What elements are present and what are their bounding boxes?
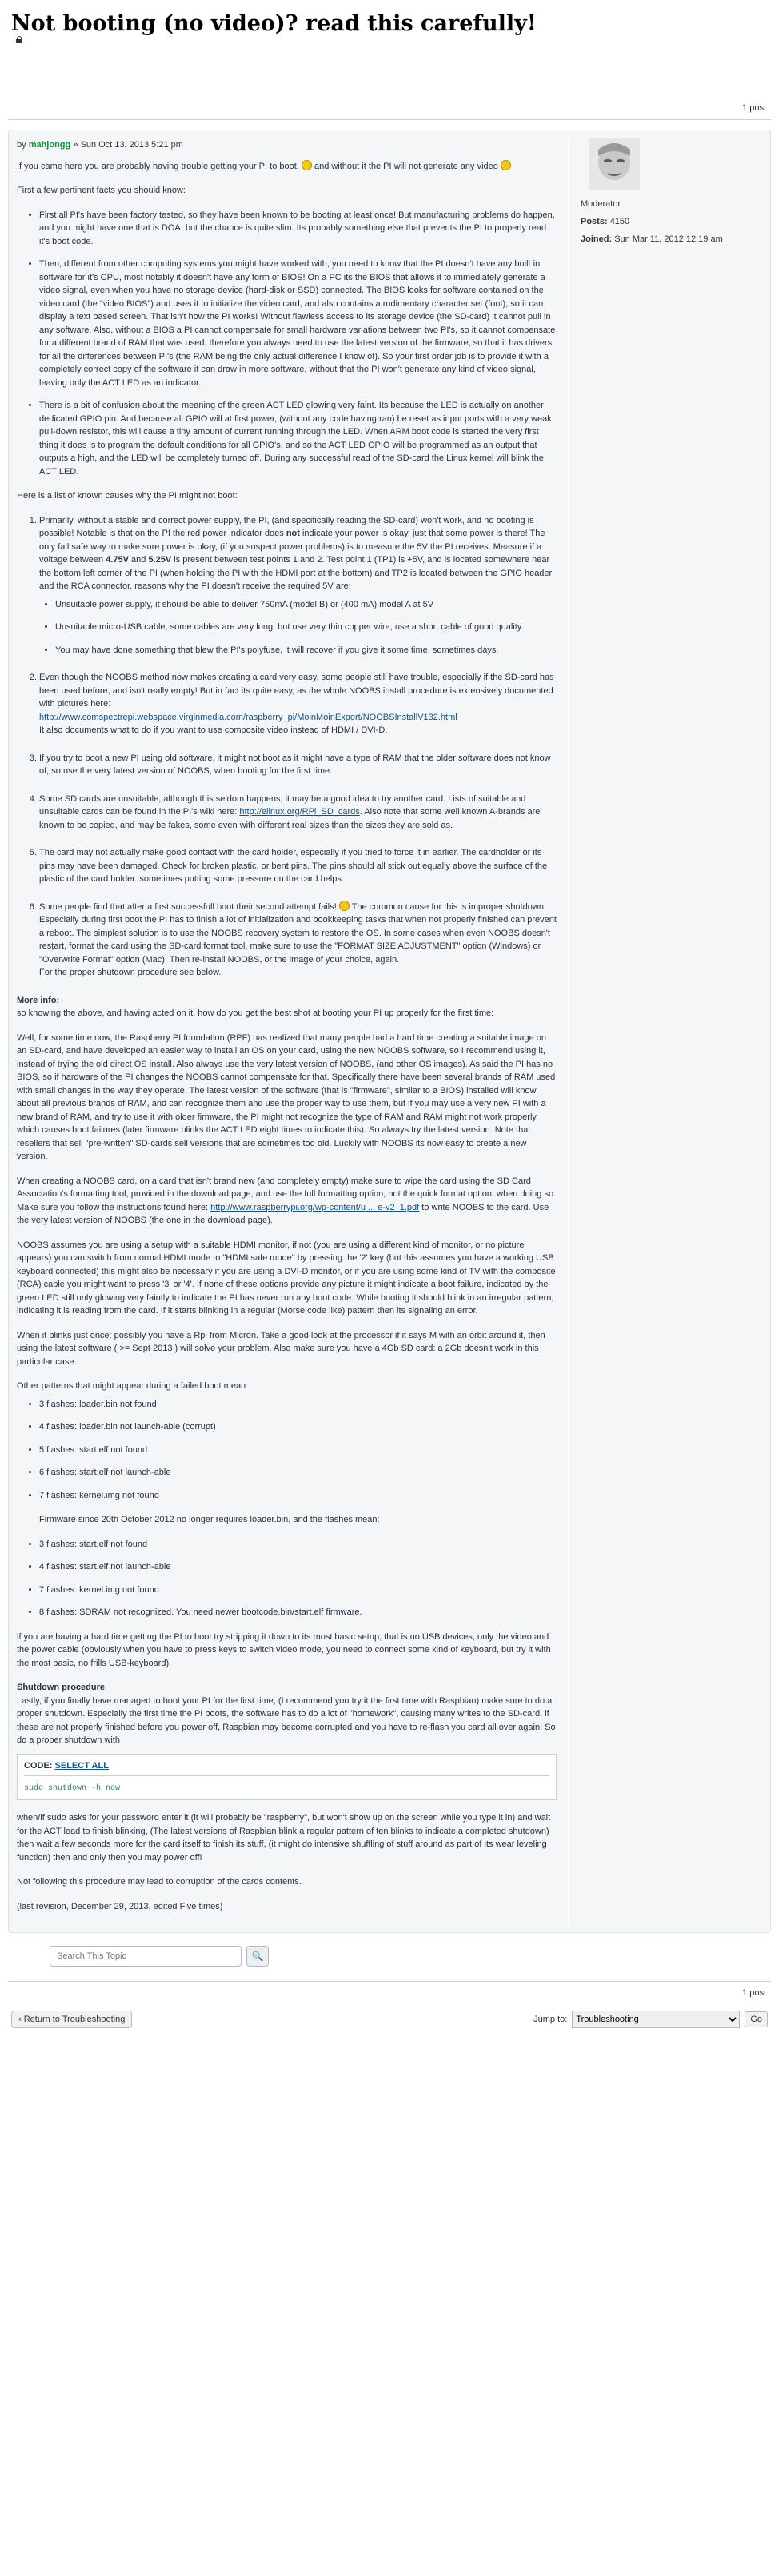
list-item: • Unsuitable power supply, it should be able to deliver 750mA (model B) or (400 mA) model A at 5V: [55, 598, 557, 612]
post-count: 1 post: [742, 103, 766, 113]
paragraph: Well, for some time now, the Raspberry PI foundation (RPF) has realized that many people had a hard time creating a suitable image on an SD-card, and have developed an easier way to install an OS on your card, using the new NOOBS software, so I recommend using it, instead of trying the old direct OS install. Also always use the very latest version of NOOBS, (and other OS images). As said the PI has no BIOS, so if hardware of the PI changes the NOOBS cannot compensate for that. Specifically there have been several brands of RAM used with small changes in the way they operate. The latest version of the software (that is "firmware", similar to a BIOS) installed will know about all previous brands of RAM, and can recognize them and use the proper way to use them, but if you may use a very new PI with a new brand of RAM, and try to use it with older firmware, the PI might not recognize the type of RAM and RAM might not work properly which causes boot failures (later firmware blinks the ACT LED eight times to indicate this). So always try the latest version. Note that resellers that sell "pre-written" SD-cards sell versions that are sometimes too old. Luckily with NOOBS its now easy to create a new version.: [17, 1032, 556, 1161]
causes-heading: Here is a list of known causes why the PI might not boot:: [17, 491, 238, 501]
post-count: 1 post: [742, 1988, 766, 1998]
text: The common cause for this is improper shutdown. Especially during first boot the PI has to finish a lot of initialization and bookkeeping tasks that when not properly finished can prevent a reboot. The simplest solution is to use the NOOBS recovery system to restore the OS. In some cases when even NOOBS doesn't restart, format the card using the SD-card format tool, make sure to use the "FORMAT SIZE ADJUSTMENT" option (Windows) or "Overwrite Format" option (Mac). Then re-install NOOBS, or the image of your choice, again.: [39, 901, 557, 965]
code-box: [17, 1754, 557, 1801]
list-item: • 7 flashes: kernel.img not found: [39, 1489, 557, 1503]
text: It also documents what to do if you want to use composite video instead of HDMI / DVI-D.: [39, 725, 388, 735]
paragraph: Other patterns that might appear during a failed boot mean:: [17, 1381, 249, 1391]
smiley-icon: [339, 901, 350, 911]
paragraph: when/if sudo asks for your password enter it (it will probably be "raspberry", but won't show up on the screen while you type it in) and wait for the ACT lead to finish blinking, (The latest versions of Raspbian blink a regular pattern of ten blinks to indicate a completed shutdown) then wait a few seconds more for the card itself to finish its stuff, (it might do intensive shuffling of stuff around as part of its wear leveling function) then and only then you may power off!: [17, 1813, 551, 1863]
text: Some people find that after a first successfull boot their second attempt fails!: [39, 901, 337, 912]
topic-search: [50, 1946, 771, 1967]
search-input[interactable]: [50, 1946, 242, 1967]
causes-list: [39, 514, 557, 980]
posts-value: 4150: [609, 217, 630, 226]
list-item: [39, 901, 557, 980]
list-item: • 6 flashes: start.elf not launch-able: [39, 1466, 557, 1480]
text: Even though the NOOBS method now makes creating a card very easy, some people still have trouble, especially if the SD-card has been used before, and isn't really empty! But in fact its quite easy, as the whole NOOBS install procedure is extensively documented with pictures here:: [39, 673, 554, 709]
more-info-heading: More info:: [17, 995, 60, 1005]
list-item: • 4 flashes: start.elf not launch-able: [39, 1560, 557, 1574]
paragraph: Firmware since 20th October 2012 no longer requires loader.bin, and the flashes mean:: [39, 1515, 380, 1524]
by-label: by: [17, 140, 26, 150]
text: For the proper shutdown procedure see below.: [39, 968, 222, 977]
list-item: • 8 flashes: SDRAM not recognized. You need newer bootcode.bin/start.elf firmware.: [39, 1606, 557, 1619]
facts-heading: First a few pertinent facts you should know:: [17, 186, 186, 195]
post-body: [17, 138, 569, 1924]
jump-label: Jump to:: [533, 2015, 568, 2024]
flashes-list: [39, 1398, 557, 1503]
jumpbox: [8, 2011, 771, 2028]
paragraph: [17, 1175, 557, 1228]
list-item: • 5 flashes: start.elf not found: [39, 1444, 557, 1457]
search-button[interactable]: [246, 1946, 269, 1967]
avatar[interactable]: [589, 138, 640, 190]
code-content: sudo shutdown -h now: [24, 1784, 121, 1793]
paragraph: When it blinks just once: possibly you have a Rpi from Micron. Take a good look at the processor if it says M with an orbit around it, then using the latest software ( >= Sept 2013 ) will solve your problem. Also make sure you have a 4Gb SD card: a 2Gb doesn't work in this particular case.: [17, 1330, 545, 1367]
text: 5.25V: [148, 555, 172, 565]
noobs-guide-link[interactable]: http://www.comspectrepi.webspace.virginmedia.com/raspberry_pi/MoinMoinExport/NOOBSInstallV132.html: [39, 712, 457, 722]
jump-to: [533, 2011, 768, 2028]
topic-title: Not booting (no video)? read this carefully!: [11, 11, 537, 36]
sd-cards-wiki-link[interactable]: http://elinux.org/RPi_SD_cards: [239, 807, 360, 817]
code-header: [24, 1759, 549, 1777]
post: [8, 130, 771, 1933]
divider: [8, 119, 771, 120]
smiley-icon: [302, 160, 312, 170]
list-item: • Then, different from other computing systems you might have worked with, you need to know that the PI doesn't have any built in software for it's CPU, most notably it doesn't have any form of BIOS! On a PC its the BIOS that allows it to immediately generate a video signal, even when you have no storage device (hard-disk or SSD) connected. The BIOS looks for software contained on the video card (the "video BIOS") and uses it to initialize the video card, and also contains a rudimentary character set (font), so it can display a text based screen. That isn't how the PI works! Without flawless access to its storage device (the SD-card) it cannot pull in any software. Also, without a BIOS a PI cannot compensate for small hardware variations between two PI's, so it cannot compensate for a different brand of RAM that was used, therefore you always need to use the latest version of the firmware, so that it has drivers for all the differences between PI's (the RAM being the only actual difference I know of). So your first order job is to provide it with a completely correct copy of the software it can draw in more software, without that the PI won't generate any kind of video signal, leaving only the ACT LED as an indicator.: [39, 258, 557, 389]
intro-text: If you came here you are probably having trouble getting your PI to boot,: [17, 161, 299, 171]
posts-label: Posts:: [581, 217, 608, 226]
list-item: • 4 flashes: loader.bin not launch-able (corrupt): [39, 1420, 557, 1434]
paragraph: (last revision, December 29, 2013, edited Five times): [17, 1901, 223, 1911]
paragraph: Lastly, if you finally have managed to boot your PI for the first time, (I recommend you try it the first time with Raspbian) make sure to do a proper shutdown. Especially the first time the PI boots, the software has to do a lot of "homework", causing many writes to the SD-card, if these are not properly finished before you power off, Raspbian may become corrupted and you have to re-flash you card all over again! So do a proper shutdown with: [17, 1695, 556, 1745]
intro: [17, 160, 557, 174]
noobs-pdf-link[interactable]: http://www.raspberrypi.org/wp-content/u ... e-v2_1.pdf: [210, 1202, 420, 1212]
power-causes: [55, 598, 557, 657]
paragraph: if you are having a hard time getting the PI to boot try stripping it down to its most basic setup, that is no USB devices, only the video and the power cable (obviously when you have to press keys to switch video mode, you need to connect some kind of keyboard, but try it with the most basic, no frills USB-keyboard).: [17, 1631, 551, 1668]
text: to write NOOBS to the card. Use the very latest version of NOOBS (the one in the download page).: [17, 1202, 549, 1225]
paragraph: so knowing the above, and having acted on it, how do you get the best shot at booting your PI up properly for the first time:: [17, 1008, 494, 1018]
pagination-top: [8, 103, 771, 113]
list-item: 3. If you try to boot a new PI using old software, it might not boot as it might have a type of RAM that the older software does not know of, so use the very latest version of NOOBS, when booting for the first time.: [39, 752, 557, 778]
pagination-bottom: [8, 1988, 771, 1998]
list-item: • Unsuitable micro-USB cable, some cables are very long, but use very thin copper wire, use a short cable of good quality.: [55, 621, 557, 634]
text: some: [445, 529, 468, 538]
author-link[interactable]: mahjongg: [28, 140, 71, 150]
text: and: [131, 555, 146, 565]
paragraph: Not following this procedure may lead to corruption of the cards contents.: [17, 1877, 302, 1887]
code-label: CODE:: [24, 1760, 53, 1771]
text: Primarily, without a stable and correct power supply, the PI, (and specifically reading the SD-card) won't work, and no booting is possible! Notable is that on the PI the red power indicator does: [39, 515, 534, 538]
list-item: [39, 514, 557, 657]
profile-joined: [581, 234, 761, 244]
facts-list: [39, 209, 557, 479]
post-date: » Sun Oct 13, 2013 5:21 pm: [73, 140, 183, 150]
intro-text-2: and without it the PI will not generate any video: [314, 161, 498, 171]
lock-icon: [16, 36, 22, 43]
search-icon: 🔍: [251, 1951, 264, 1962]
flashes-list-2: [39, 1538, 557, 1619]
smiley-icon: [501, 160, 511, 170]
list-item: [39, 671, 557, 737]
list-item: • You may have done something that blew the PI's polyfuse, it will recover if you give it some time, sometimes days.: [55, 644, 557, 657]
list-item: • 3 flashes: loader.bin not found: [39, 1398, 557, 1412]
profile-posts: [581, 217, 761, 226]
text: indicate your power is okay, just that: [302, 529, 444, 538]
joined-value: Sun Mar 11, 2012 12:19 am: [614, 234, 723, 244]
divider: [8, 1981, 771, 1982]
text: not: [286, 529, 300, 538]
list-item: [39, 793, 557, 833]
list-item: • First all PI's have been factory tested, so they have been known to be booting at least once! But manufacturing problems do happen, and you might have one that is DOA, but the chance is quite slim. Its probably something else that prevents the PI to properly read it's boot code.: [39, 209, 557, 249]
text: is present between test points 1 and 2. Test point 1 (TP1) is +5V, and is located somewhere near the bottom left corner of the PI (when holding the PI with the HDMI port at the bottom) and TP2 is located between the GPIO header and the RCA connector. reasons why the PI doesn't receive the required 5V are:: [39, 555, 553, 591]
post-content: [17, 160, 557, 1914]
shutdown-heading: Shutdown procedure: [17, 1683, 105, 1692]
forum-select[interactable]: [572, 2011, 740, 2028]
chevron-left-icon: ‹: [18, 2015, 24, 2024]
text: Some SD cards are unsuitable, although this seldom happens, it may be a good idea to try another card. Lists of suitable and unsuitable cards can be found in the PI's wiki here:: [39, 793, 526, 817]
paragraph: NOOBS assumes you are using a setup with a suitable HDMI monitor, if not (you are using a different kind of monitor, or no picture appears) you can switch from normal HDMI mode to "HDMI safe mode" by pressing the '2' key (but this assumes you have a working USB keyboard connected) this might also be necessary if you are using a DVI-D monitor, or if you are using some kind of TV with the composite (RCA) cable you might want to press '3' or '4'. If none of these options provide any picture it might indicate a boot failure, indicated by the green LED still only glowing very faintly to indicate the PI has never run any boot code. While booting it should blink in an irregular pattern, indicating it is reading from the card. If it starts blinking in a regular (Morse code like) pattern then its signaling an error.: [17, 1240, 556, 1316]
text: . Also note that some well known A-brands are known to be copied, and may be fakes, some even with different real sizes than the sizes they are sold as.: [39, 807, 541, 830]
go-button[interactable]: Go: [745, 2011, 768, 2027]
text: power is there! The only fail safe way to make sure power is okay, (if you suspect power problems) is to measure the 5V the PI receives. Measure if a voltage between: [39, 529, 545, 565]
list-item: • There is a bit of confusion about the meaning of the green ACT LED glowing very faint. Its because the LED is actually on another dedicated GPIO pin. And because all GPIO will at first power, (without any code having ran) be reset as input ports with a very weak pull-down resistor, this will cause a tiny amount of current running through the LED. When ARM boot code is started the very first thing it does is to program the default conditions for all GPIO's, and so the ACT LED GPIO will be programmed as an output that outputs a high, and the LED will be completely turned off. During any successful read of the SD-card the Linux kernel will blink the ACT LED.: [39, 399, 557, 478]
list-item: 5. The card may not actually make good contact with the card holder, especially if you tried to force it in earlier. The cardholder or its pins may have been damaged. Check for broken plastic, or bent pins. The pins should all stick out equally above the surface of the plastic of the card holder. sometimes putting some pressure on the card helps.: [39, 846, 557, 886]
list-item: • 3 flashes: start.elf not found: [39, 1538, 557, 1552]
joined-label: Joined:: [581, 234, 613, 244]
list-item: • 7 flashes: kernel.img not found: [39, 1584, 557, 1597]
select-all-link[interactable]: SELECT ALL: [54, 1760, 109, 1771]
text: 4.75V: [106, 555, 129, 565]
profile-role: Moderator: [581, 199, 621, 209]
return-label: Return to Troubleshooting: [23, 2015, 126, 2024]
post-profile: [569, 138, 761, 1924]
text: When creating a NOOBS card, on a card that isn't brand new (and completely empty) make sure to wipe the card using the SD Card Association's formatting tool, provided in the download page, and use the full formatting option, not the quick format option, when doing so. Make sure you follow the instructions found here:: [17, 1176, 557, 1212]
post-author-line: [17, 138, 557, 152]
return-button[interactable]: [11, 2011, 132, 2028]
